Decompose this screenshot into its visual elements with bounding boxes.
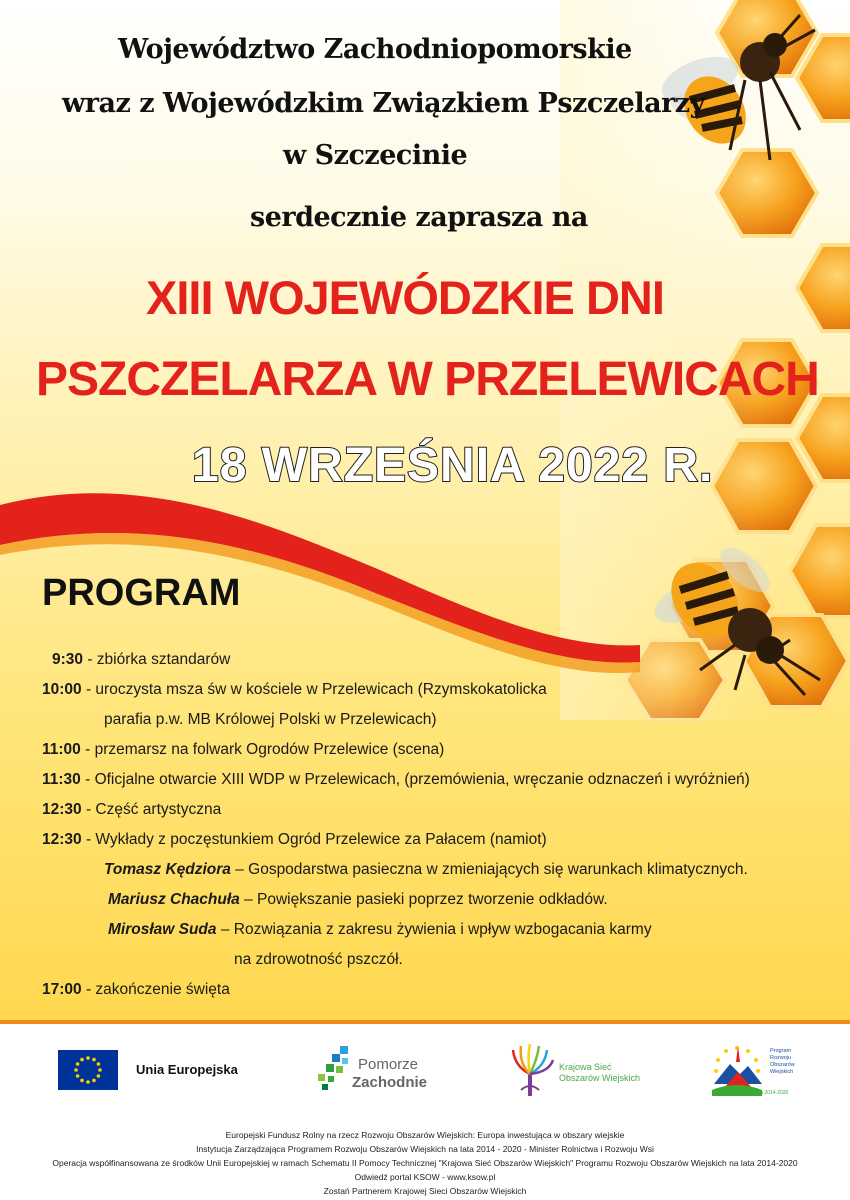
program-list (42, 650, 842, 1010)
pomorze-line-2: Zachodnie (352, 1074, 428, 1091)
footer-line-5: Zostań Partnerem Krajowej Sieci Obszarów Wiejskich (323, 1186, 527, 1196)
divider-line (0, 1020, 850, 1024)
invitation-text: serdecznie zaprasza na (250, 202, 588, 233)
program-time: 11:30 (42, 771, 81, 788)
program-item (42, 830, 842, 860)
eu-label: Unia Europejska (136, 1062, 238, 1077)
program-time: 10:00 (42, 681, 82, 698)
eu-flag-icon (58, 1050, 118, 1090)
prow-line-1: Program (770, 1048, 792, 1054)
sponsor-logos (0, 1034, 850, 1124)
program-item (42, 680, 842, 710)
eu-logo (58, 1050, 258, 1090)
event-date: 18 WRZEŚNIA 2022 R. (192, 439, 714, 492)
program-desc: - przemarsz na folwark Ogrodów Przelewice (scena) (80, 741, 445, 758)
program-time: 12:30 (42, 831, 82, 848)
program-desc: - Oficjalne otwarcie XIII WDP w Przelewicach, (przemówienia, wręczanie odznaczeń i wyróżnień) (80, 771, 750, 788)
lecture-topic: – Rozwiązania z zakresu żywienia i wpływ wzbogacania karmy (216, 921, 652, 938)
pomorze-line-1: Pomorze (358, 1056, 419, 1073)
prow-line-3: Obszarów (770, 1062, 795, 1068)
program-time: 17:00 (42, 981, 82, 998)
lecturer-name: Mariusz Chachuła (108, 891, 240, 908)
program-desc: - zbiórka sztandarów (83, 651, 231, 668)
lecture-continuation: na zdrowotność pszczół. (234, 951, 403, 968)
program-time: 9:30 (52, 651, 84, 668)
program-time: 12:30 (42, 801, 82, 818)
footer-line-4: Odwiedź portal KSOW - www.ksow.pl (354, 1172, 496, 1182)
program-item (42, 650, 842, 680)
program-time: 11:00 (42, 741, 81, 758)
program-heading: PROGRAM (42, 572, 241, 614)
organizer-line-1: Województwo Zachodniopomorskie (118, 34, 632, 65)
program-desc: - uroczysta msza św w kościele w Przelewicach (Rzymskokatolicka (81, 681, 547, 698)
lecturer-name: Mirosław Suda (108, 921, 217, 938)
lecture-item (42, 920, 842, 950)
lecture-topic: – Powiększanie pasieki poprzez tworzenie odkładów. (239, 891, 608, 908)
footer-line-1: Europejski Fundusz Rolny na rzecz Rozwoju Obszarów Wiejskich: Europa inwestująca w obszary wiejskie (225, 1130, 625, 1140)
lecture-item (42, 890, 842, 920)
footer-line-3: Operacja współfinansowana ze środków Unii Europejskiej w ramach Schematu II Pomocy Technicznej "Krajowa Sieć Obszarów Wiejskich" Programu Rozwoju Obszarów Wiejskich na lata 2014-2020 (52, 1158, 798, 1168)
footer (0, 1128, 850, 1198)
prow-line-2: Rozwoju (770, 1055, 792, 1061)
event-title-line-1: XIII WOJEWÓDZKIE DNI (146, 271, 664, 324)
prow-text (770, 1048, 795, 1076)
program-item (42, 770, 842, 800)
lecture-item (42, 860, 842, 890)
prow-logo (708, 1042, 808, 1102)
pomorze-mark-icon (312, 1044, 356, 1094)
ksow-tree-icon (505, 1042, 555, 1098)
program-item (42, 740, 842, 770)
program-item (42, 800, 842, 830)
program-desc: - Część artystyczna (81, 801, 222, 818)
event-title-line-2: PSZCZELARZA W PRZELEWICACH (36, 353, 819, 406)
ksow-line-2: Obszarów Wiejskich (559, 1073, 641, 1083)
prow-line-5: na lata 2014-2020 (748, 1090, 789, 1096)
pomorze-zachodnie-logo (312, 1044, 452, 1100)
program-desc: - zakończenie święta (81, 981, 230, 998)
program-item-continuation: parafia p.w. MB Królowej Polski w Przelewicach) (104, 711, 437, 728)
program-desc: - Wykłady z poczęstunkiem Ogród Przelewice za Pałacem (namiot) (81, 831, 547, 848)
lecturer-name: Tomasz Kędziora (104, 861, 231, 878)
lecture-topic: – Gospodarstwa pasieczna w zmieniających się warunkach klimatycznych. (230, 861, 748, 878)
footer-line-2: Instytucja Zarządzająca Programem Rozwoju Obszarów Wiejskich na lata 2014 - 2020 - Minister Rolnictwa i Rozwoju Wsi (196, 1144, 654, 1154)
ksow-line-1: Krajowa Sieć (559, 1062, 612, 1072)
organizer-line-2: wraz z Wojewódzkim Związkiem Pszczelarzy (62, 88, 705, 119)
organizer-line-3: w Szczecinie (283, 140, 468, 171)
ksow-logo (505, 1042, 665, 1102)
prow-line-4: Wiejskich (770, 1069, 794, 1075)
program-item (42, 980, 842, 1010)
